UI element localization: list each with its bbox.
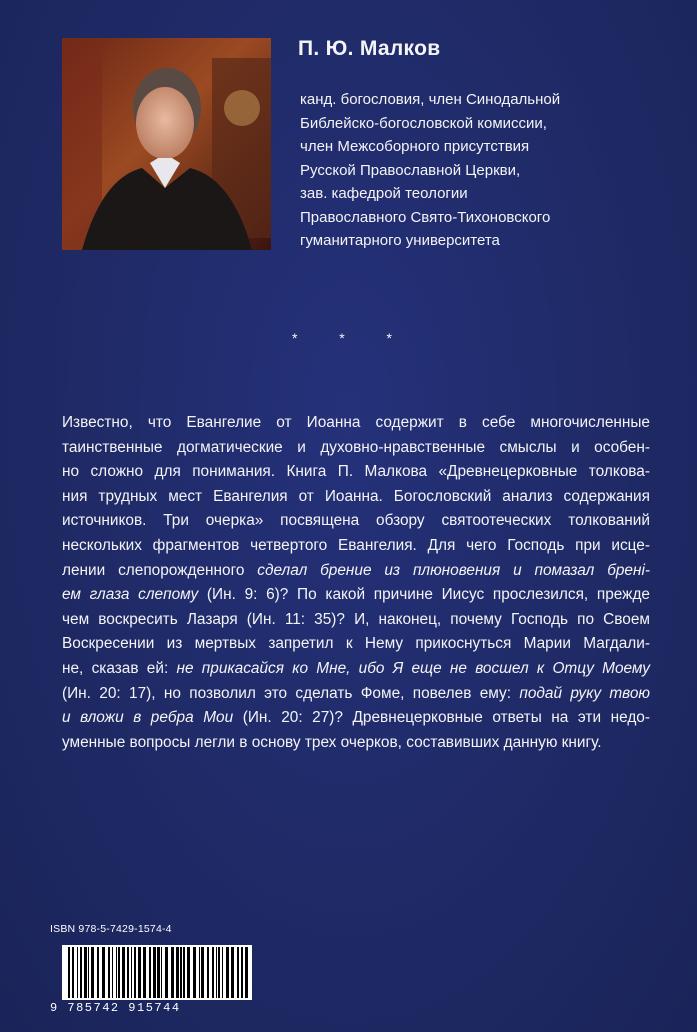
ean-digits: 9 785742 915744 — [50, 1001, 181, 1015]
description-line — [62, 731, 650, 756]
italic-quote: и вложи в ребра Мои — [62, 709, 234, 727]
description-line — [62, 657, 650, 682]
author-bio — [300, 88, 630, 253]
barcode-bar — [183, 947, 185, 998]
bio-line: зав. кафедрой теологии — [300, 185, 468, 202]
description-line — [62, 559, 650, 584]
italic-quote: подай руку твою — [519, 684, 651, 702]
barcode-bar — [108, 947, 110, 998]
bio-line: Русской Православной Церкви, — [300, 161, 521, 179]
barcode-bar — [138, 947, 141, 998]
barcode-bar — [171, 947, 174, 998]
isbn-barcode-block — [50, 923, 260, 1023]
text-run: таинственные догматические и духовно-нравственные смыслы и особен- — [62, 438, 650, 456]
barcode-bar — [165, 947, 168, 998]
separator-star: * — [292, 330, 298, 346]
text-run: лении слепорожденного — [62, 561, 258, 579]
barcode-bar — [176, 947, 179, 998]
description-line — [62, 608, 650, 633]
italic-quote: сделал брение из плюновения и помазал бренi- — [257, 561, 651, 579]
description-line — [62, 436, 650, 461]
separator-star: * — [386, 330, 392, 346]
text-run: источников. Три очерка» посвящена обзору святоотеческих толкований — [62, 512, 650, 530]
barcode-bar — [68, 947, 70, 998]
barcode-bar — [212, 947, 214, 998]
barcode-bar — [118, 947, 120, 998]
bio-line: член Межсоборного присутствия — [300, 138, 530, 155]
bio-line: Библейско-богословской комиссии, — [300, 114, 547, 132]
bio-line: Православного Свято-Тихоновского — [300, 208, 551, 226]
description-line — [62, 682, 650, 707]
text-run: (Ин. 20: 27)? Древнецерковные ответы на эти недо- — [233, 709, 650, 727]
barcode-bar — [201, 947, 204, 998]
barcode-bar — [216, 947, 217, 998]
barcode-bar — [153, 947, 156, 998]
text-run: уменные вопросы легли в основу трех очерков, составивших данную книгу. — [62, 733, 602, 751]
text-run: чем воскресить Лазаря (Ин. 11: 35)? И, наконец, почему Господь по Своем — [62, 610, 650, 628]
author-photo — [62, 38, 271, 250]
description-line — [62, 706, 650, 731]
barcode-bar — [131, 947, 132, 998]
barcode-bar — [88, 947, 89, 998]
text-run: нескольких фрагментов четвертого Евангелия. Для чего Господь при исце- — [62, 536, 650, 554]
description-line — [62, 460, 650, 485]
text-run: но сложно для понимания. Книга П. Малкова «Древнецерковные толкова- — [62, 463, 650, 481]
barcode-bar — [199, 947, 200, 998]
description-line — [62, 583, 650, 608]
barcode-bar — [180, 947, 182, 998]
barcode-bar — [218, 947, 220, 998]
barcode — [62, 945, 252, 1000]
barcode-bar — [143, 947, 146, 998]
isbn-label: ISBN 978-5-7429-1574-4 — [50, 923, 172, 935]
barcode-bar — [134, 947, 136, 998]
author-name: П. Ю. Малков — [298, 37, 441, 60]
barcode-bar — [193, 947, 196, 998]
barcode-bar — [116, 947, 117, 998]
barcode-bar — [72, 947, 74, 998]
description-line — [62, 411, 650, 436]
barcode-bar — [222, 947, 223, 998]
bio-line: гуманитарного университета — [300, 232, 500, 249]
barcode-bar — [157, 947, 160, 998]
barcode-bar — [161, 947, 162, 998]
description-line — [62, 509, 650, 534]
text-run: Известно, что Евангелие от Иоанна содержит в себе многочисленные — [62, 414, 650, 431]
barcode-bar — [207, 947, 209, 998]
barcode-bar — [80, 947, 82, 998]
text-run: (Ин. 9: 6)? По какой причине Иисус прослезился, прежде — [198, 586, 650, 604]
text-run: ния трудных мест Евангелия от Иоанна. Богословский анализ содержания — [62, 487, 650, 505]
barcode-bar — [231, 947, 234, 998]
barcode-bar — [102, 947, 105, 998]
barcode-bar — [91, 947, 94, 998]
text-run: не, сказав ей: — [62, 659, 177, 677]
barcode-bar — [245, 947, 248, 998]
italic-quote: не прикасайся ко Мне, ибо Я еще не восшел к Отцу Моему — [176, 659, 651, 677]
barcode-bar — [241, 947, 243, 998]
barcode-bar — [226, 947, 229, 998]
description-line — [62, 534, 650, 559]
text-run: Воскресении из мертвых запретил к Нему прикоснуться Марии Магдали- — [62, 635, 650, 653]
barcode-bar — [149, 947, 151, 998]
bio-line: канд. богословия, член Синодальной — [300, 91, 561, 108]
separator-star: * — [339, 330, 345, 346]
text-run: (Ин. 20: 17), но позволил это сделать Фоме, повелев ему: — [62, 684, 520, 702]
book-description — [62, 411, 650, 755]
barcode-bar — [112, 947, 113, 998]
barcode-bar — [127, 947, 129, 998]
description-line — [62, 632, 650, 657]
barcode-bar — [187, 947, 190, 998]
barcode-bar — [237, 947, 239, 998]
barcode-bar — [77, 947, 78, 998]
italic-quote: ем глаза слепому — [62, 586, 199, 604]
description-line — [62, 485, 650, 510]
barcode-bar — [97, 947, 99, 998]
barcode-bar — [84, 947, 87, 998]
section-separator — [292, 330, 392, 346]
barcode-bar — [122, 947, 125, 998]
